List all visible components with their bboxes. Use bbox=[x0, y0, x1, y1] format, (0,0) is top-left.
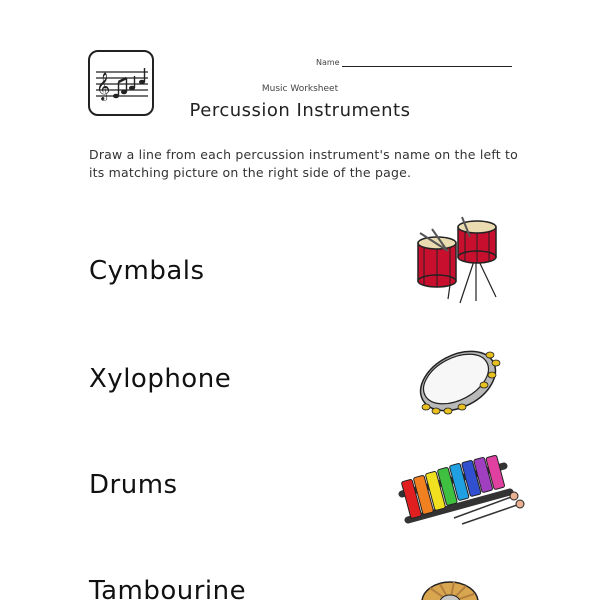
instructions: Draw a line from each percussion instrument's name on the left to its matching picture on the right side of the page. bbox=[89, 147, 518, 180]
svg-text:𝄞: 𝄞 bbox=[96, 72, 111, 100]
word-tambourine[interactable]: Tambourine bbox=[89, 576, 247, 606]
page-title: Percussion Instruments bbox=[189, 100, 411, 121]
drums-picture-icon[interactable] bbox=[410, 215, 510, 311]
name-label: Name bbox=[316, 58, 340, 67]
word-cymbals[interactable]: Cymbals bbox=[89, 256, 205, 286]
name-field[interactable] bbox=[342, 66, 512, 67]
worksheet-subtitle-text: Music Worksheet bbox=[261, 84, 339, 94]
tambourine-picture-icon[interactable] bbox=[412, 345, 506, 423]
word-xylophone[interactable]: Xylophone bbox=[89, 364, 232, 394]
worksheet-subtitle bbox=[0, 84, 600, 94]
cymbals-picture-icon[interactable] bbox=[420, 578, 480, 604]
word-drums[interactable]: Drums bbox=[89, 470, 178, 500]
xylophone-picture-icon[interactable] bbox=[398, 452, 526, 534]
